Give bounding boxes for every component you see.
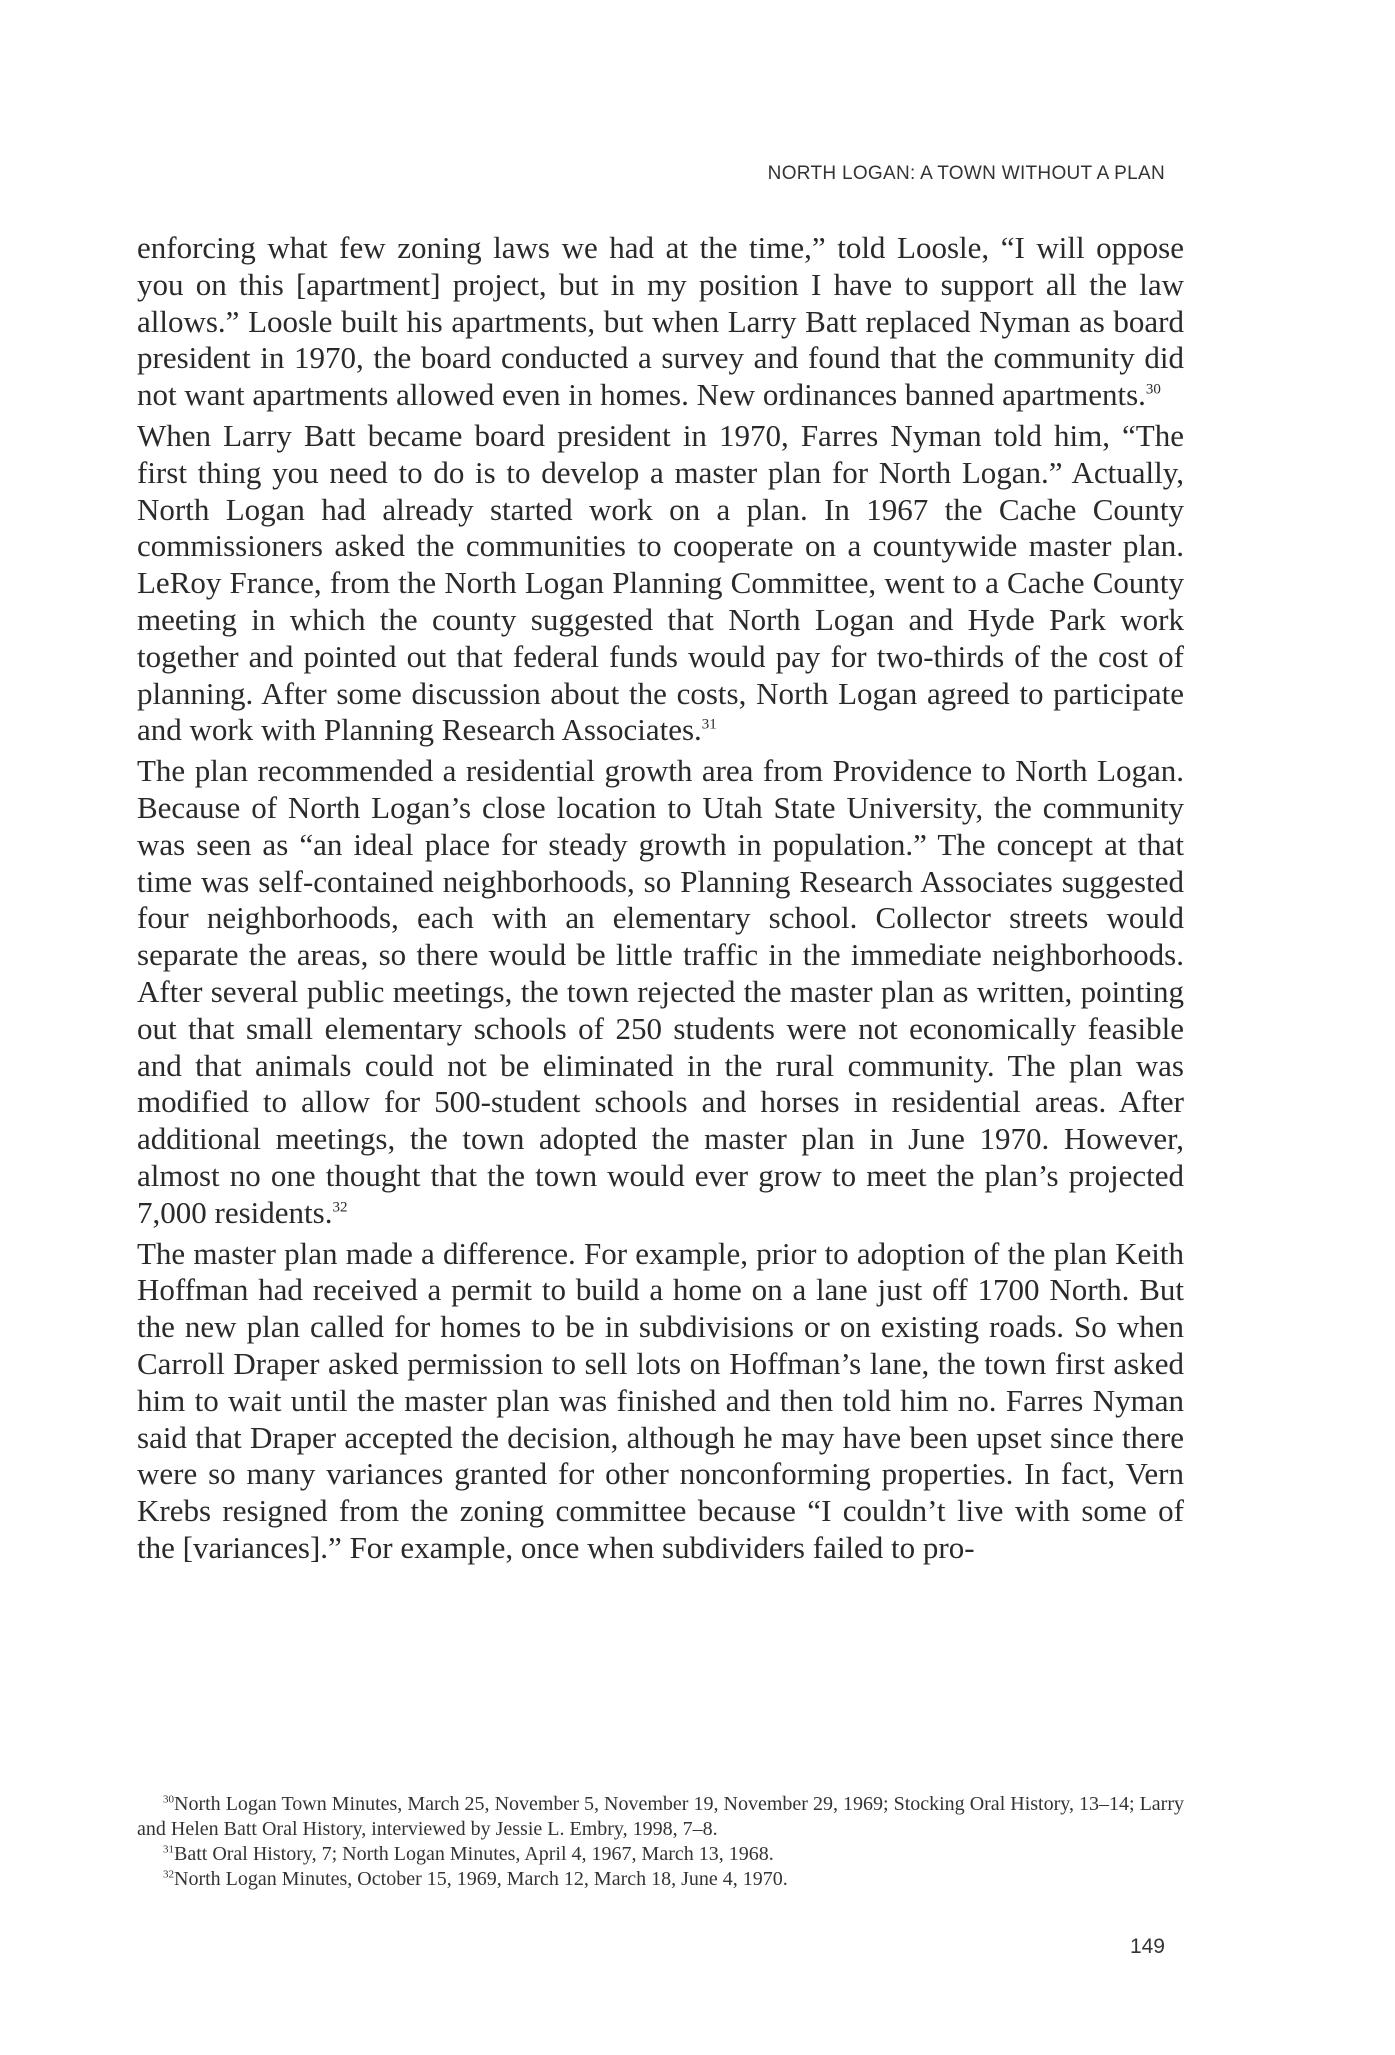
footnote <box>137 1867 1184 1892</box>
paragraph <box>137 753 1184 1231</box>
paragraph <box>137 230 1184 414</box>
footnote <box>137 1842 1184 1867</box>
footnotes <box>137 1792 1184 1892</box>
paragraph-text: The plan recommended a residential growth area from Providence to North Logan. Because of North Logan’s close location to Utah State University, the community was seen as “an ideal place for steady growth in population.” The concept at that time was self-contained neighborhoods, so Planning Research Associates suggested four neighborhoods, each with an elementary school. Collector streets would separate the areas, so there would be little traffic in the immediate neighborhoods. After several public meetings, the town rejected the master plan as written, pointing out that small elementary schools of 250 students were not economically feasible and that animals could not be eliminated in the rural community. The plan was modified to allow for 500-student schools and horses in residential areas. After additional meetings, the town adopted the master plan in June 1970. However, almost no one thought that the town would ever grow to meet the plan’s projected 7,000 residents. <box>137 753 1184 1230</box>
footnote-number: 31 <box>163 1843 174 1856</box>
footnote <box>137 1792 1184 1842</box>
paragraph <box>137 1236 1184 1567</box>
footnote-text: North Logan Minutes, October 15, 1969, March 12, March 18, June 4, 1970. <box>174 1868 788 1890</box>
page-number: 149 <box>1129 1935 1165 1958</box>
footnote-number: 30 <box>163 1793 174 1806</box>
paragraph <box>137 418 1184 749</box>
footnote-text: North Logan Town Minutes, March 25, November 5, November 19, November 29, 1969; Stocking Oral History, 13–14; Larry and Helen Batt Oral History, interviewed by Jessie L. Embry, 1998, 7–8. <box>137 1793 1184 1840</box>
footnote-ref: 30 <box>1145 381 1161 398</box>
running-head: NORTH LOGAN: A TOWN WITHOUT A PLAN <box>767 163 1165 184</box>
footnote-ref: 31 <box>701 717 717 734</box>
footnote-number: 32 <box>163 1868 174 1881</box>
footnote-ref: 32 <box>332 1199 348 1216</box>
footnote-text: Batt Oral History, 7; North Logan Minutes, April 4, 1967, March 13, 1968. <box>174 1843 774 1865</box>
paragraph-text: The master plan made a difference. For example, prior to adoption of the plan Keith Hoffman had received a permit to build a home on a lane just off 1700 North. But the new plan called for homes to be in subdivisions or on existing roads. So when Carroll Draper asked permission to sell lots on Hoffman’s lane, the town first asked him to wait until the master plan was finished and then told him no. Farres Nyman said that Draper accepted the decision, although he may have been upset since there were so many variances granted for other nonconforming properties. In fact, Vern Krebs resigned from the zoning committee because “I couldn’t live with some of the [variances].” For example, once when subdividers failed to pro- <box>137 1235 1184 1565</box>
body-text <box>137 230 1184 1567</box>
paragraph-text: enforcing what few zoning laws we had at the time,” told Loosle, “I will oppose you on this [apartment] project, but in my position I have to support all the law allows.” Loosle built his apartments, but when Larry Batt replaced Nyman as board president in 1970, the board conducted a survey and found that the community did not want apartments allowed even in homes. New ordinances banned apartments. <box>137 230 1184 413</box>
paragraph-text: When Larry Batt became board president in 1970, Farres Nyman told him, “The first thing you need to do is to develop a master plan for North Logan.” Actually, North Logan had already started work on a plan. In 1967 the Cache County commissioners asked the communities to cooperate on a countywide master plan. LeRoy France, from the North Logan Planning Committee, went to a Cache County meeting in which the county suggested that North Logan and Hyde Park work together and pointed out that federal funds would pay for two-thirds of the cost of planning. After some discussion about the costs, North Logan agreed to participate and work with Planning Research Associates. <box>137 417 1184 748</box>
